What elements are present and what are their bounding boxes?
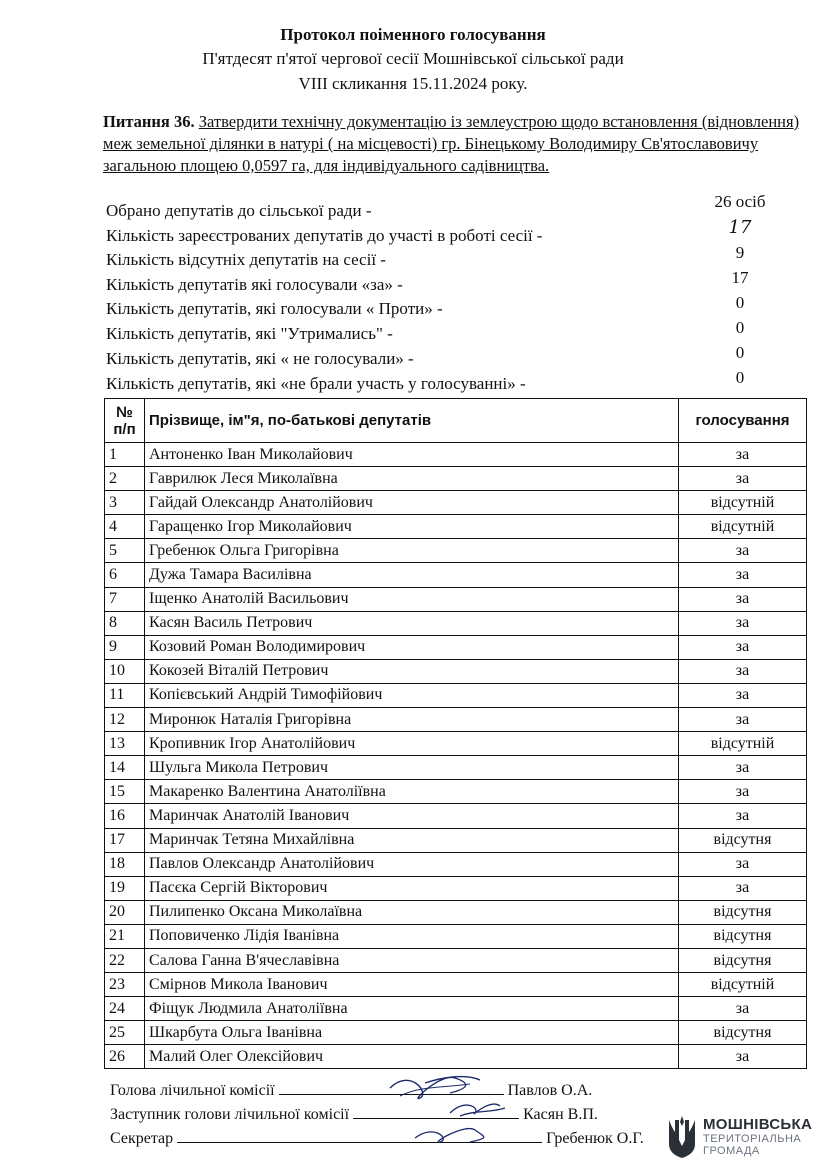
stat-label-absent: Кількість відсутніх депутатів на сесії - [106,250,386,269]
stat-value-against: 0 [735,293,745,312]
stat-value-not-voted: 0 [735,343,745,362]
row-number: 9 [105,635,145,659]
row-number: 23 [105,973,145,997]
question-label: Питання 36. [103,112,195,131]
row-name: Салова Ганна В'ячеславівна [145,948,679,972]
row-name: Гайдай Олександр Анатолійович [145,491,679,515]
handwritten-signatures [380,1058,540,1148]
row-vote: за [679,756,807,780]
row-name: Антоненко Іван Миколайович [145,443,679,467]
question-block [103,111,803,177]
row-vote: за [679,876,807,900]
stat-label-for: Кількість депутатів які голосували «за» - [106,275,403,294]
row-name: Маринчак Тетяна Михайлівна [145,828,679,852]
row-number: 3 [105,491,145,515]
stat-label-elected: Обрано депутатів до сільської ради - [106,201,372,220]
signature-row-secretary [110,1128,644,1149]
stat-label-not-voted: Кількість депутатів, які « не голосували» - [106,349,414,368]
row-vote: відсутній [679,515,807,539]
row-number: 19 [105,876,145,900]
row-number: 24 [105,997,145,1021]
row-number: 5 [105,539,145,563]
table-row [105,948,807,972]
table-row [105,852,807,876]
row-name: Шкарбута Ольга Іванівна [145,1021,679,1045]
row-name: Поповиченко Лідія Іванівна [145,924,679,948]
signature-name: Гребенюк О.Г. [546,1130,644,1147]
header-number: № п/п [105,399,145,443]
table-row [105,756,807,780]
table-row [105,443,807,467]
row-vote: за [679,443,807,467]
stat-label-registered: Кількість зареєстрованих депутатів до участі в роботі сесії - [106,226,543,245]
signature-name: Павлов О.А. [507,1082,593,1099]
table-row [105,539,807,563]
stat-label-abstained: Кількість депутатів, які "Утримались" - [106,324,393,343]
header-name: Прізвище, ім"я, по-батькові депутатів [145,399,679,443]
row-name: Смірнов Микола Іванович [145,973,679,997]
row-name: Фіщук Людмила Анатоліївна [145,997,679,1021]
table-row [105,876,807,900]
table-row [105,635,807,659]
logo-subtitle-2: ГРОМАДА [703,1145,760,1157]
convocation-line: VIII скликання 15.11.2024 року. [298,74,528,93]
row-number: 26 [105,1045,145,1069]
document-title: Протокол поіменного голосування [280,25,546,44]
row-name: Дужа Тамара Василівна [145,563,679,587]
row-name: Гаврилюк Леся Миколаївна [145,467,679,491]
question-text: Затвердити технічну документацію із землеустрою щодо встановлення (відновлення) меж земельної ділянки в натурі ( на місцевості) гр. Бінецькому Володимиру Св'ятославовичу загальною площею 0,0597 га, для індивідуального садівництва. [103,112,800,175]
table-header-row [105,399,807,443]
row-name: Касян Василь Петрович [145,611,679,635]
row-name: Копієвський Андрій Тимофійович [145,683,679,707]
row-vote: за [679,467,807,491]
row-number: 22 [105,948,145,972]
table-row [105,467,807,491]
row-name: Пасєка Сергій Вікторович [145,876,679,900]
row-vote: за [679,587,807,611]
table-row [105,997,807,1021]
logo-title: МОШНІВСЬКА [703,1116,813,1133]
row-name: Гаращенко Ігор Миколайович [145,515,679,539]
row-number: 14 [105,756,145,780]
row-vote: відсутній [679,732,807,756]
table-row [105,732,807,756]
table-row [105,924,807,948]
row-number: 15 [105,780,145,804]
stat-label-not-participated: Кількість депутатів, які «не брали участь у голосуванні» - [106,374,526,393]
row-number: 16 [105,804,145,828]
row-number: 1 [105,443,145,467]
row-name: Кропивник Ігор Анатолійович [145,732,679,756]
row-name: Павлов Олександр Анатолійович [145,852,679,876]
row-name: Козовий Роман Володимирович [145,635,679,659]
row-number: 4 [105,515,145,539]
community-logo [666,1114,816,1164]
row-vote: за [679,804,807,828]
row-number: 17 [105,828,145,852]
row-vote: за [679,708,807,732]
row-name: Маринчак Анатолій Іванович [145,804,679,828]
row-vote: за [679,1045,807,1069]
row-number: 11 [105,683,145,707]
table-row [105,515,807,539]
table-row [105,659,807,683]
row-vote: за [679,997,807,1021]
row-vote: відсутня [679,900,807,924]
row-name: Кокозей Віталій Петрович [145,659,679,683]
row-number: 10 [105,659,145,683]
row-name: Гребенюк Ольга Григорівна [145,539,679,563]
row-number: 12 [105,708,145,732]
table-row [105,900,807,924]
stat-value-for: 17 [731,268,749,287]
row-number: 25 [105,1021,145,1045]
voting-table [104,398,807,1069]
row-number: 2 [105,467,145,491]
session-line: П'ятдесят п'ятої чергової сесії Мошнівської сільської ради [202,49,624,68]
row-vote: за [679,611,807,635]
row-vote: за [679,563,807,587]
row-vote: відсутня [679,948,807,972]
table-row [105,828,807,852]
row-number: 8 [105,611,145,635]
signature-role: Секретар [110,1130,174,1147]
stat-value-abstained: 0 [735,318,745,337]
table-row [105,563,807,587]
row-name: Пилипенко Оксана Миколаївна [145,900,679,924]
row-vote: відсутня [679,924,807,948]
row-number: 20 [105,900,145,924]
table-row [105,611,807,635]
header-vote: голосування [679,399,807,443]
row-name: Малий Олег Олексійович [145,1045,679,1069]
signature-role: Заступник голови лічильної комісії [110,1106,350,1123]
row-vote: за [679,539,807,563]
row-number: 13 [105,732,145,756]
signature-role: Голова лічильної комісії [110,1082,275,1099]
row-name: Іщенко Анатолій Васильович [145,587,679,611]
row-number: 6 [105,563,145,587]
row-vote: за [679,683,807,707]
stat-value-registered: 17 [728,217,752,238]
table-row [105,491,807,515]
logo-subtitle-1: ТЕРИТОРІАЛЬНА [703,1133,802,1145]
stat-value-elected: 26 осіб [714,192,766,211]
row-vote: за [679,780,807,804]
row-vote: за [679,635,807,659]
row-name: Шульга Микола Петрович [145,756,679,780]
table-row [105,683,807,707]
table-row [105,780,807,804]
table-row [105,973,807,997]
row-number: 7 [105,587,145,611]
row-vote: відсутня [679,828,807,852]
row-vote: відсутній [679,973,807,997]
stat-value-not-participated: 0 [735,368,745,387]
stat-value-absent: 9 [735,243,745,262]
row-vote: за [679,852,807,876]
signature-name: Касян В.П. [523,1106,598,1123]
table-row [105,587,807,611]
table-row [105,1021,807,1045]
row-vote: відсутня [679,1021,807,1045]
row-number: 18 [105,852,145,876]
row-number: 21 [105,924,145,948]
row-name: Миронюк Наталія Григорівна [145,708,679,732]
stat-label-against: Кількість депутатів, які голосували « Проти» - [106,299,443,318]
row-name: Макаренко Валентина Анатоліївна [145,780,679,804]
row-vote: за [679,659,807,683]
table-row [105,708,807,732]
trident-icon [666,1114,698,1160]
row-vote: відсутній [679,491,807,515]
table-row [105,804,807,828]
